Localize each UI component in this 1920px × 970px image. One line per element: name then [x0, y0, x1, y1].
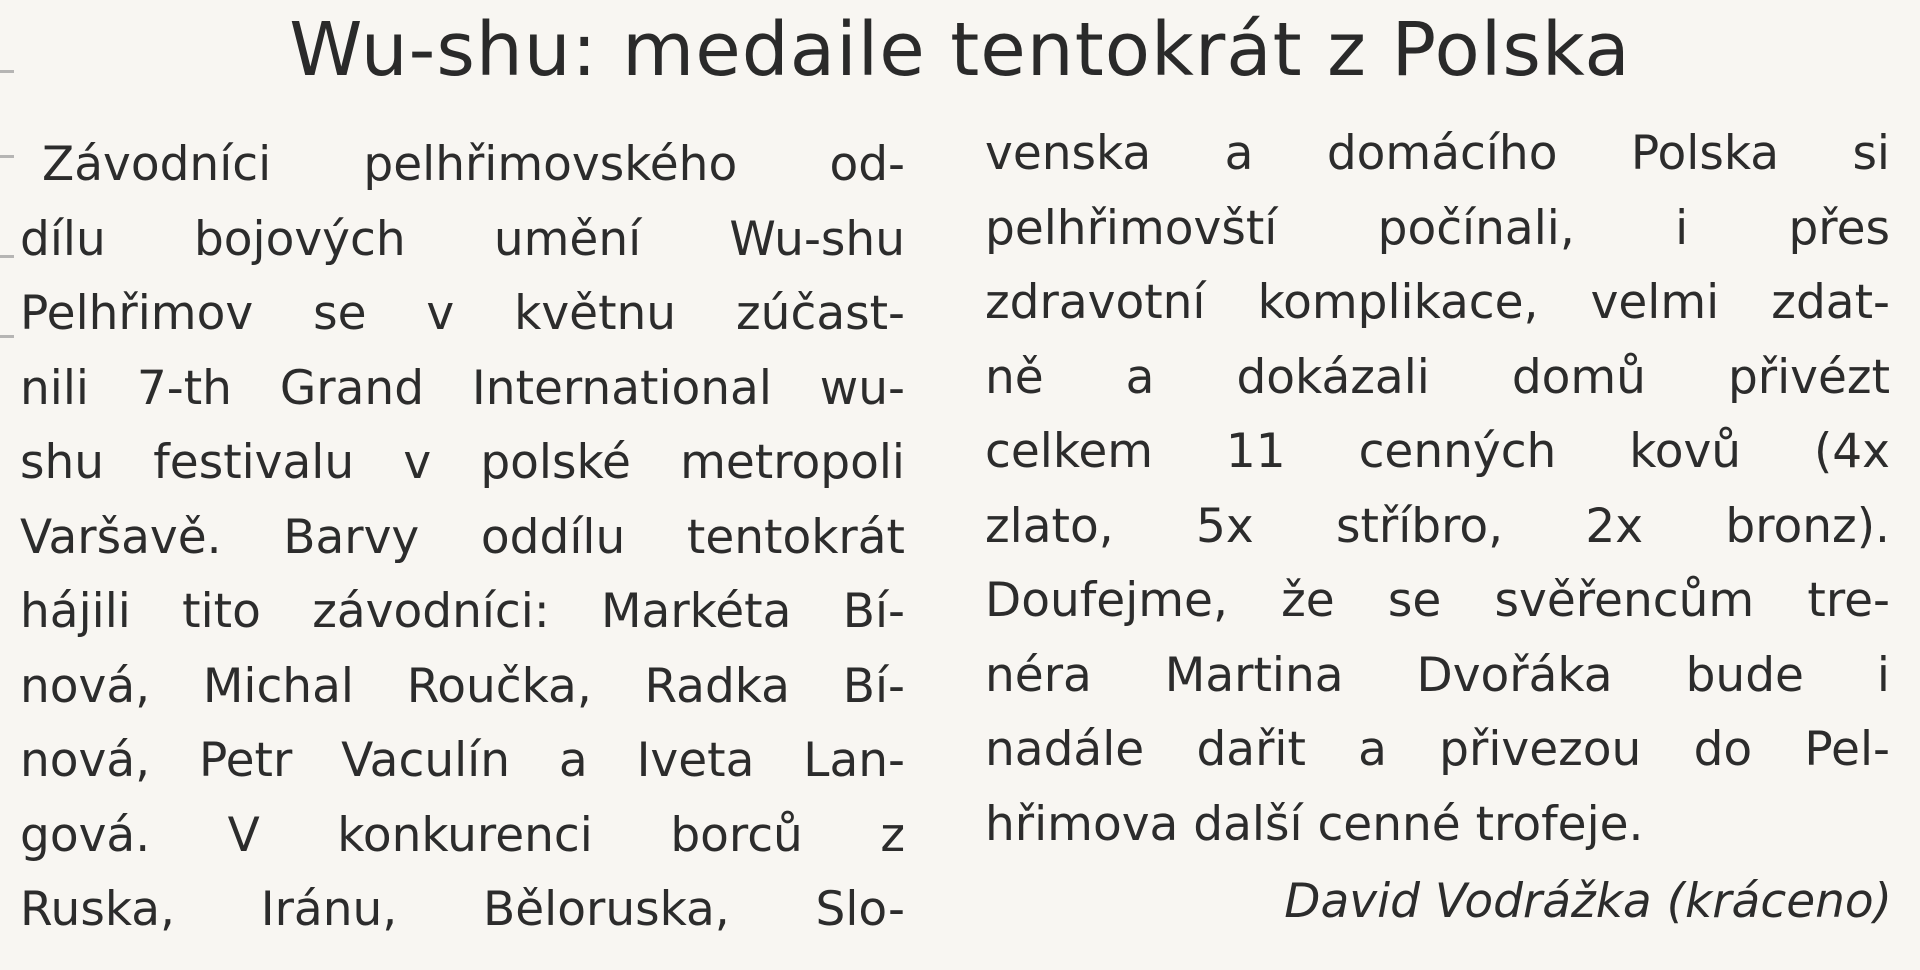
- article-headline: Wu-shu: medaile tentokrát z Polska: [289, 7, 1631, 93]
- text-line: hájili tito závodníci: Markéta Bí-: [20, 584, 905, 639]
- text-line: Doufejme, že se svěřencům tre-: [985, 573, 1890, 628]
- text-line: dílu bojových umění Wu-shu: [20, 211, 905, 267]
- scan-edge-mark: [0, 155, 14, 158]
- text-line: néra Martina Dvořáka bude i: [985, 647, 1890, 703]
- text-line: Varšavě. Barvy oddílu tentokrát: [20, 509, 905, 565]
- text-line: shu festivalu v polské metropoli: [20, 435, 905, 490]
- text-line: Pelhřimov se v květnu zúčast-: [20, 286, 905, 341]
- author-byline: David Vodrážka (kráceno): [1284, 874, 1892, 929]
- text-line: nová, Petr Vaculín a Iveta Lan-: [20, 733, 905, 788]
- text-line: Závodníci pelhřimovského od-: [42, 137, 905, 192]
- scan-edge-mark: [0, 335, 14, 338]
- text-line: Ruska, Iránu, Běloruska, Slo-: [20, 882, 905, 937]
- article-column-left: [20, 128, 905, 948]
- article-column-right: [985, 117, 1890, 862]
- text-line: celkem 11 cenných kovů (4x: [985, 424, 1890, 479]
- text-line: nadále dařit a přivezou do Pel-: [985, 722, 1890, 777]
- scan-edge-mark: [0, 255, 14, 258]
- text-line: nová, Michal Roučka, Radka Bí-: [20, 658, 905, 714]
- text-line: zdravotní komplikace, velmi zdat-: [985, 275, 1890, 330]
- text-line: ně a dokázali domů přivézt: [985, 349, 1890, 405]
- text-line: hřimova další cenné trofeje.: [985, 796, 1644, 852]
- text-line: venska a domácího Polska si: [985, 126, 1890, 181]
- text-line: pelhřimovští počínali, i přes: [985, 200, 1890, 256]
- text-line: nili 7-th Grand International wu-: [20, 360, 905, 416]
- text-line: gová. V konkurenci borců z: [20, 807, 905, 863]
- text-line: zlato, 5x stříbro, 2x bronz).: [985, 498, 1890, 554]
